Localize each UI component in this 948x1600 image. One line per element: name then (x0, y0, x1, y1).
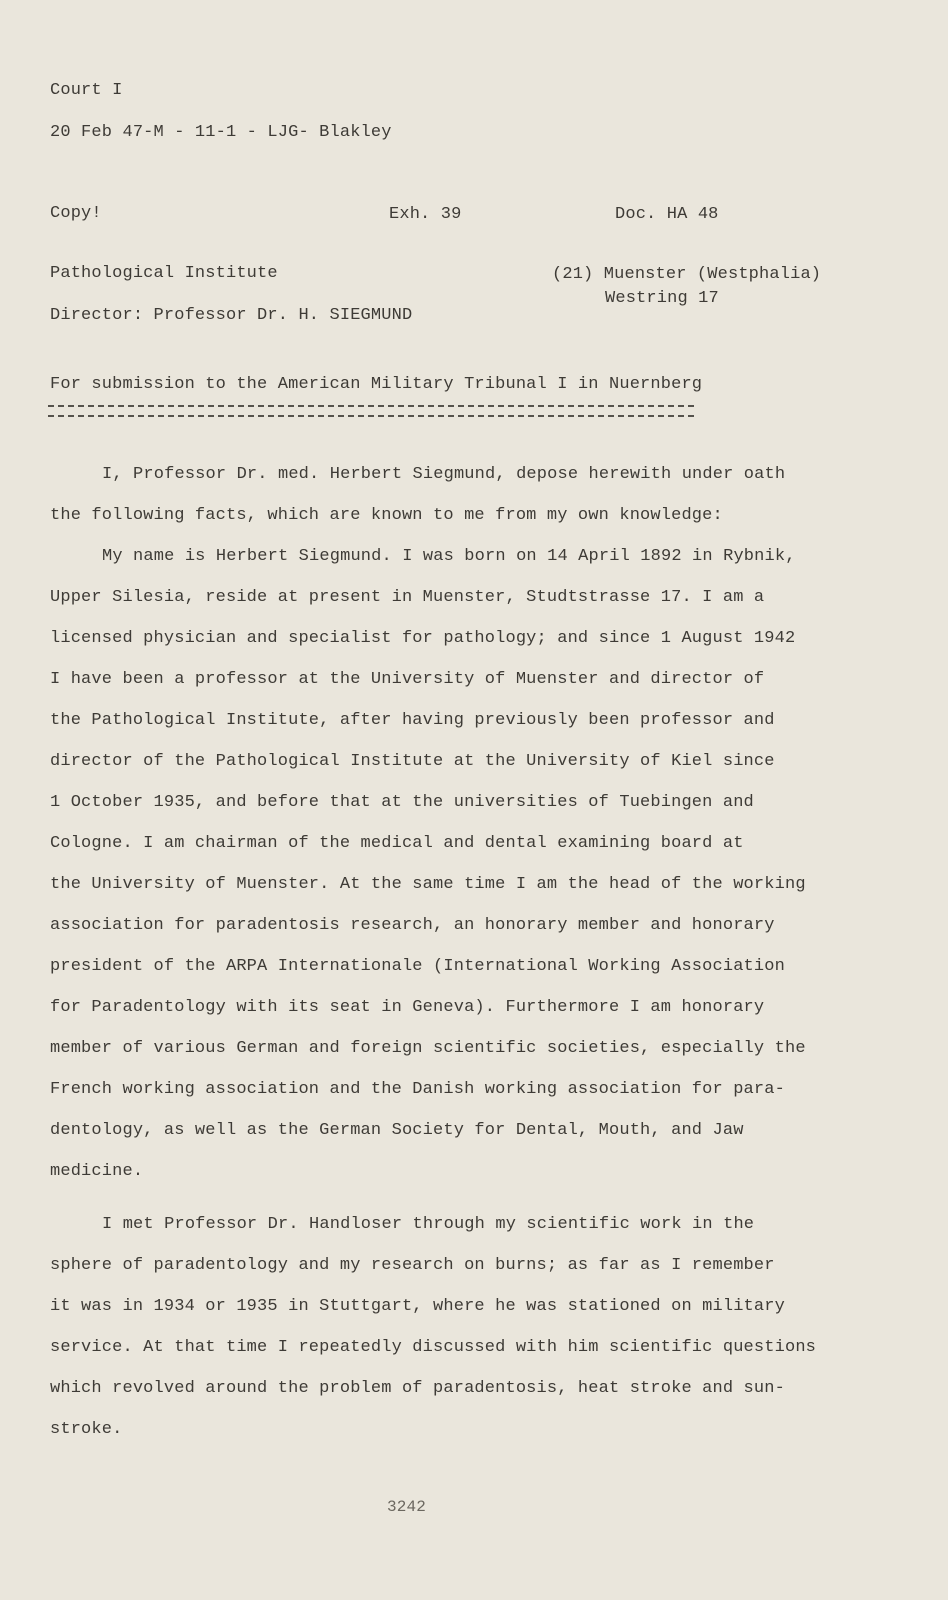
page-number: 3242 (387, 1498, 427, 1516)
director-line: Director: Professor Dr. H. SIEGMUND (50, 306, 413, 325)
body-line: sphere of paradentology and my research on burns; as far as I remember (50, 1256, 775, 1275)
body-line: which revolved around the problem of paradentosis, heat stroke and sun- (50, 1379, 785, 1398)
body-line: 1 October 1935, and before that at the universities of Tuebingen and (50, 793, 754, 812)
copy-label: Copy! (50, 204, 102, 223)
body-line: the University of Muenster. At the same time I am the head of the working (50, 875, 806, 894)
body-line: I met Professor Dr. Handloser through my scientific work in the (102, 1215, 755, 1234)
exhibit-number: Exh. 39 (389, 205, 462, 224)
body-line: medicine. (50, 1162, 144, 1181)
submission-heading: For submission to the American Military Tribunal I in Nuernberg (50, 375, 703, 394)
institute-name: Pathological Institute (50, 264, 278, 283)
body-line: association for paradentosis research, an honorary member and honorary (50, 916, 775, 935)
body-line: Upper Silesia, reside at present in Muenster, Studtstrasse 17. I am a (50, 588, 765, 607)
address-line-2: Westring 17 (605, 289, 719, 308)
body-line: stroke. (50, 1420, 123, 1439)
address-line-1: (21) Muenster (Westphalia) (552, 265, 822, 284)
body-line: I have been a professor at the University of Muenster and director of (50, 670, 765, 689)
reference-line: 20 Feb 47-M - 11-1 - LJG- Blakley (50, 123, 392, 142)
body-line: president of the ARPA Internationale (International Working Association (50, 957, 785, 976)
body-line: Cologne. I am chairman of the medical and dental examining board at (50, 834, 744, 853)
body-line: dentology, as well as the German Society for Dental, Mouth, and Jaw (50, 1121, 744, 1140)
document-number: Doc. HA 48 (615, 205, 719, 224)
body-line: director of the Pathological Institute at the University of Kiel since (50, 752, 775, 771)
body-line: licensed physician and specialist for pathology; and since 1 August 1942 (50, 629, 796, 648)
body-line: it was in 1934 or 1935 in Stuttgart, where he was stationed on military (50, 1297, 785, 1316)
body-line: My name is Herbert Siegmund. I was born on 14 April 1892 in Rybnik, (102, 547, 796, 566)
body-line: I, Professor Dr. med. Herbert Siegmund, depose herewith under oath (102, 465, 786, 484)
body-line: service. At that time I repeatedly discussed with him scientific questions (50, 1338, 817, 1357)
body-line: the Pathological Institute, after having previously been professor and (50, 711, 775, 730)
body-line: for Paradentology with its seat in Geneva). Furthermore I am honorary (50, 998, 765, 1017)
body-line: French working association and the Danish working association for para- (50, 1080, 785, 1099)
double-underline-divider (48, 405, 694, 417)
body-line: the following facts, which are known to me from my own knowledge: (50, 506, 723, 525)
body-line: member of various German and foreign scientific societies, especially the (50, 1039, 806, 1058)
court-label: Court I (50, 81, 123, 100)
